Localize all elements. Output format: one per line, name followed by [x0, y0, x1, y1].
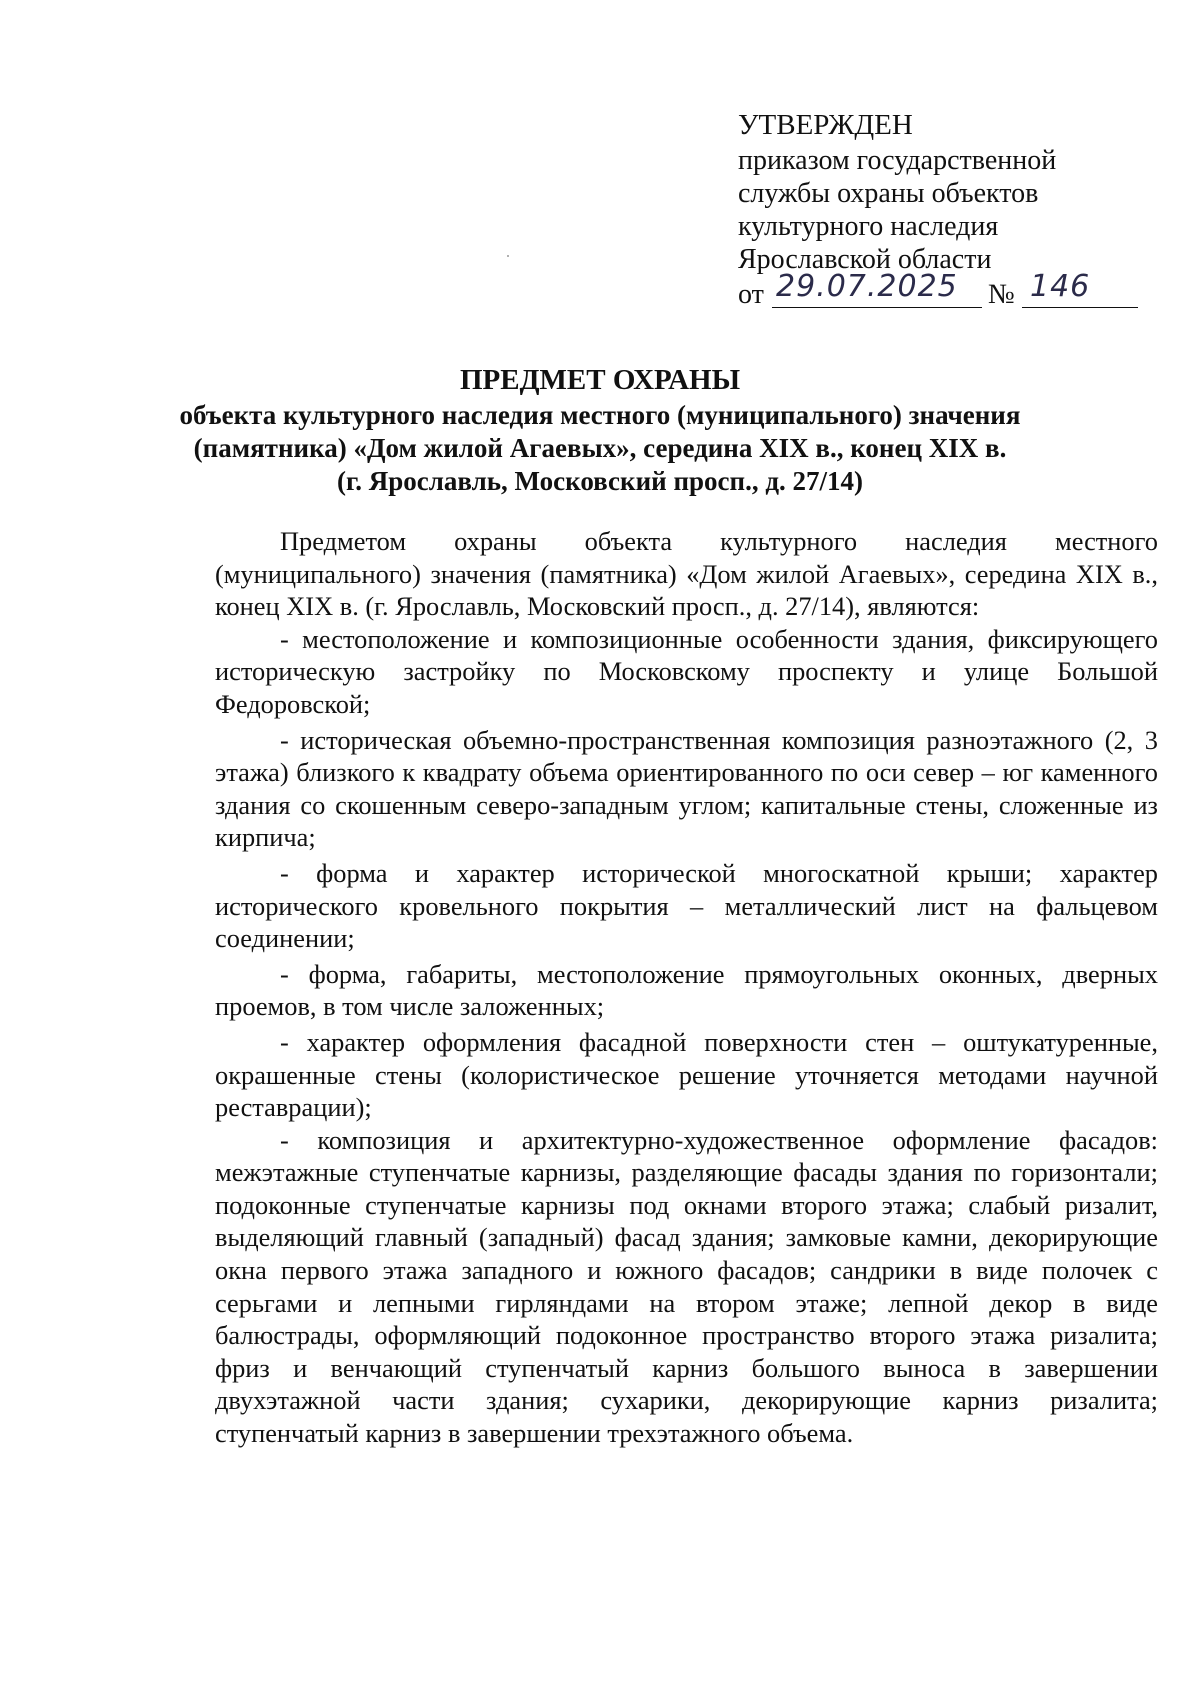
document-body [215, 525, 1158, 1450]
handwritten-number: 146 [1030, 269, 1091, 304]
number-prefix: № [988, 279, 1015, 310]
list-item: - форма, габариты, местоположение прямоугольных оконных, дверных проемов, в том числе заложенных; [215, 958, 1158, 1022]
order-date-number-row [738, 269, 1158, 312]
approval-line: приказом государственной [738, 145, 1057, 176]
list-item: - форма и характер исторической многоскатной крыши; характер исторического кровельного покрытия – металлический лист на фальцевом соединении; [215, 857, 1158, 954]
approval-line: Ярославской области [738, 244, 992, 275]
date-underline [772, 307, 982, 308]
title-line-2: объекта культурного наследия местного (муниципального) значения [179, 400, 1021, 430]
approval-line: службы охраны объектов [738, 178, 1039, 209]
handwritten-date: 29.07.2025 [776, 269, 958, 304]
title-line-1: ПРЕДМЕТ ОХРАНЫ [459, 364, 741, 396]
list-item: - историческая объемно-пространственная композиция разноэтажного (2, 3 этажа) близкого к квадрату объема ориентированного по оси север – юг каменного здания со скошенным северо-западным углом; капитальные стены, сложенные из кирпича; [215, 724, 1158, 853]
approval-heading: УТВЕРЖДЕН [738, 109, 913, 141]
scan-speck [507, 255, 509, 257]
list-item: - композиция и архитектурно-художественное оформление фасадов: межэтажные ступенчатые карнизы, разделяющие фасады здания по горизонтали; подоконные ступенчатые карнизы под окнами второго этажа; слабый ризалит, выделяющий главный (западный) фасад здания; замковые камни, декорирующие окна первого этажа западного и южного фасадов; сандрики в виде полочек с серьгами и лепными гирляндами на втором этаже; лепной декор в виде балюстрады, оформляющий подоконное пространство второго этажа ризалита; фриз и венчающий ступенчатый карниз большого выноса в завершении двухэтажной части здания; сухарики, декорирующие карниз ризалита; ступенчатый карниз в завершении трехэтажного объема. [215, 1124, 1158, 1449]
approval-line: культурного наследия [738, 211, 999, 242]
date-prefix: от [738, 279, 764, 310]
number-underline [1022, 307, 1138, 308]
list-item: - местоположение и композиционные особенности здания, фиксирующего историческую застройку по Московскому проспекту и улице Большой Федоровской; [215, 623, 1158, 719]
list-item: - характер оформления фасадной поверхности стен – оштукатуренные, окрашенные стены (колористическое решение уточняется методами научной реставрации); [215, 1026, 1158, 1123]
approval-block [738, 108, 1158, 312]
document-title [0, 364, 1200, 498]
intro-paragraph: Предметом охраны объекта культурного наследия местного (муниципального) значения (памятника) «Дом жилой Агаевых», середина XIX в., конец XIX в. (г. Ярославль, Московский просп., д. 27/14), являются: [215, 526, 1158, 622]
title-line-4: (г. Ярославль, Московский просп., д. 27/14) [337, 466, 863, 496]
title-line-3: (памятника) «Дом жилой Агаевых», середина XIX в., конец XIX в. [193, 433, 1007, 463]
